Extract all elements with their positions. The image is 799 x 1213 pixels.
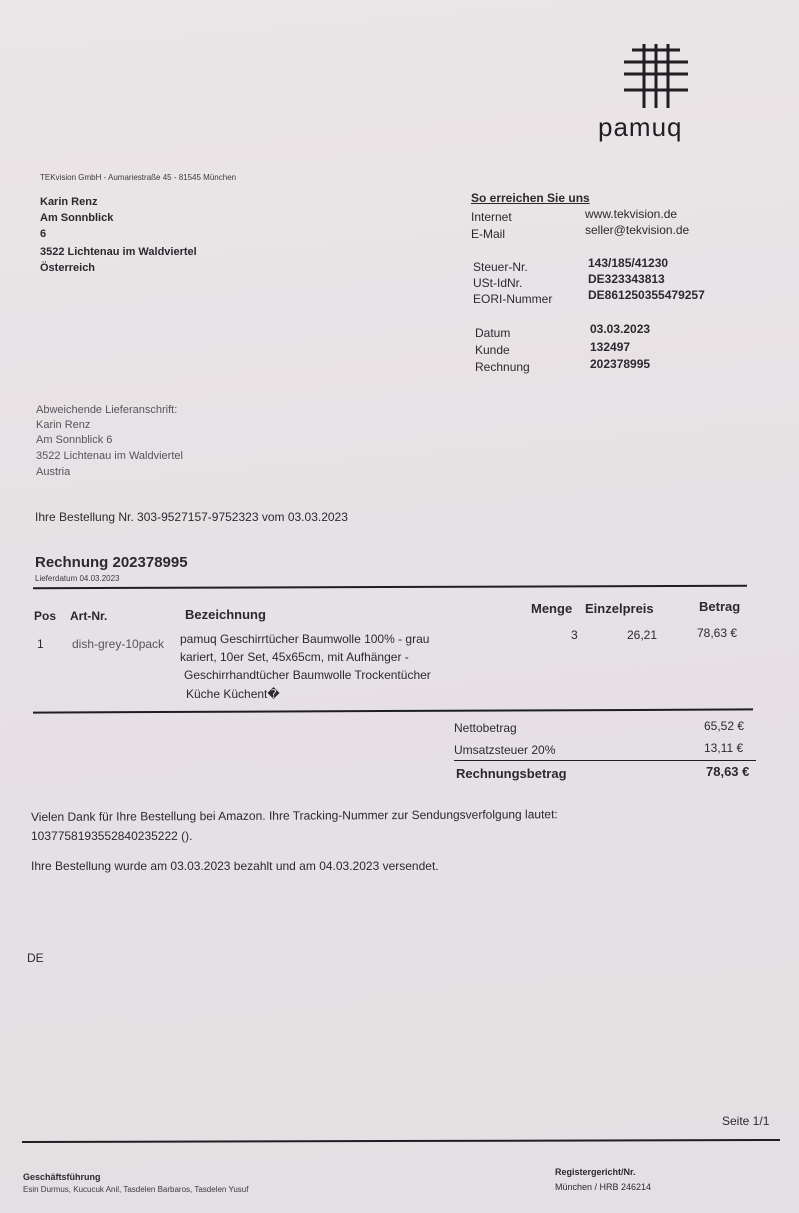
invoice-title: Rechnung 202378995 — [35, 554, 188, 571]
delivery-date: Lieferdatum 04.03.2023 — [35, 574, 120, 583]
recipient-street: Am Sonnblick — [40, 212, 114, 224]
row-unit: 26,21 — [627, 628, 658, 642]
order-line: Ihre Bestellung Nr. 303-9527157-9752323 vom 03.03.2023 — [35, 510, 348, 524]
delivery-line: Austria — [36, 466, 71, 478]
row-art: dish-grey-10pack — [72, 637, 165, 651]
delivery-line: Karin Renz — [36, 419, 91, 431]
page-number: Seite 1/1 — [722, 1114, 770, 1128]
footer-rule — [22, 1139, 780, 1143]
recipient-name: Karin Renz — [40, 196, 98, 208]
delivery-line: Am Sonnblick 6 — [36, 434, 113, 446]
row-pos: 1 — [37, 637, 44, 651]
logo — [600, 40, 710, 144]
contact-heading: So erreichen Sie uns — [471, 191, 590, 205]
contact-label: Internet — [471, 210, 512, 224]
tax-value: DE861250355479257 — [588, 288, 705, 302]
tax-value: 143/185/41230 — [588, 256, 669, 270]
col-art: Art-Nr. — [70, 609, 108, 623]
paid-line: Ihre Bestellung wurde am 03.03.2023 bezahlt und am 04.03.2023 versendet. — [31, 859, 439, 873]
meta-label: Kunde — [475, 343, 510, 357]
col-qty: Menge — [531, 601, 573, 616]
meta-value: 03.03.2023 — [590, 322, 651, 336]
row-desc-line: pamuq Geschirrtücher Baumwolle 100% - grau — [180, 632, 430, 646]
register-heading: Registergericht/Nr. — [555, 1167, 636, 1177]
tax-label: EORI-Nummer — [473, 292, 553, 306]
register-value: München / HRB 246214 — [555, 1182, 652, 1192]
tax-value: DE323343813 — [588, 272, 665, 286]
management-names: Esin Durmus, Kucucuk Anil, Tasdelen Barbaros, Tasdelen Yusuf — [23, 1185, 249, 1194]
total-label: Rechnungsbetrag — [456, 766, 567, 781]
col-amount: Betrag — [699, 599, 741, 614]
row-desc-line: kariert, 10er Set, 45x65cm, mit Aufhänger - — [180, 650, 409, 664]
delivery-line: 3522 Lichtenau im Waldviertel — [36, 450, 183, 462]
sender-line: TEKvision GmbH - Aumariestraße 45 - 81545 München — [40, 173, 237, 182]
meta-value: 132497 — [590, 340, 631, 354]
management-heading: Geschäftsführung — [23, 1172, 101, 1182]
tracking-line: 1037758193552840235222 (). — [31, 829, 193, 843]
total-value: 78,63 € — [706, 764, 750, 779]
col-unit: Einzelpreis — [585, 601, 654, 616]
pamuq-logo-icon — [616, 40, 696, 110]
recipient-city: 3522 Lichtenau im Waldviertel — [40, 246, 197, 258]
thanks-line: Vielen Dank für Ihre Bestellung bei Amazon. Ihre Tracking-Nummer zur Sendungsverfolgung lautet: — [30, 807, 558, 824]
logo-text: pamuq — [598, 112, 683, 142]
tax-label: Steuer-Nr. — [473, 260, 528, 274]
meta-label: Datum — [475, 326, 511, 340]
contact-value: seller@tekvision.de — [585, 223, 690, 237]
delivery-heading: Abweichende Lieferanschrift: — [36, 404, 178, 416]
col-pos: Pos — [34, 609, 57, 623]
row-desc-line: Geschirrhandtücher Baumwolle Trockentücher — [184, 668, 431, 682]
recipient-country: Österreich — [40, 262, 96, 274]
row-qty: 3 — [571, 628, 578, 642]
table-bottom-rule — [33, 708, 753, 713]
col-desc: Bezeichnung — [185, 607, 266, 622]
country-code: DE — [27, 951, 44, 965]
vat-value: 13,11 € — [704, 741, 744, 755]
contact-value: www.tekvision.de — [585, 207, 678, 221]
row-desc-line: Küche Küchent� — [186, 687, 280, 701]
totals-rule — [454, 760, 756, 761]
recipient-number: 6 — [40, 228, 47, 240]
net-label: Nettobetrag — [454, 721, 517, 735]
row-amount: 78,63 € — [697, 626, 738, 640]
meta-label: Rechnung — [475, 360, 530, 374]
vat-label: Umsatzsteuer 20% — [454, 743, 556, 757]
table-top-rule — [33, 585, 747, 589]
meta-value: 202378995 — [590, 357, 651, 371]
tax-label: USt-IdNr. — [473, 276, 523, 290]
net-value: 65,52 € — [704, 719, 745, 733]
contact-label: E-Mail — [471, 227, 506, 241]
